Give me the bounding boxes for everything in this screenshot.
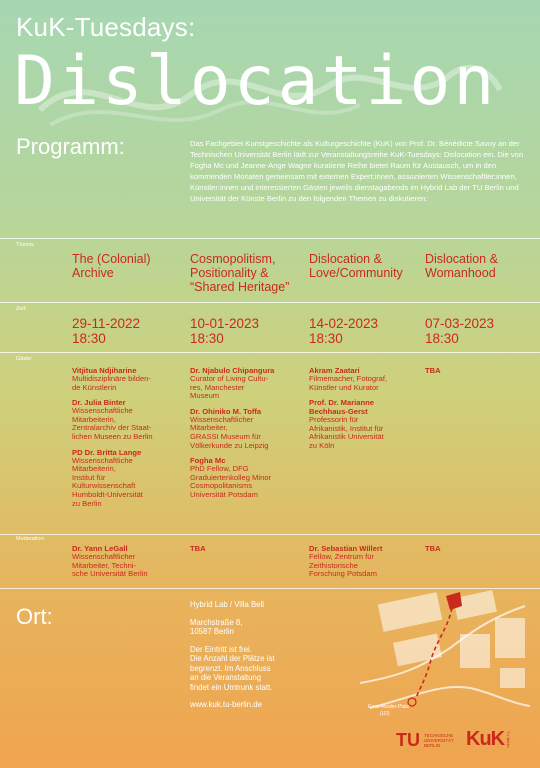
date-3: 14-02-2023 18:30 — [309, 316, 379, 346]
website-link[interactable]: www.kuk.tu-berlin.de — [190, 700, 262, 709]
date-2: 10-01-2023 18:30 — [190, 316, 260, 346]
guests-2: Dr. Njabulo Chipangura Curator of Living Cultu- res, Manchester Museum Dr. Ohiniko M. Toffa Wissenschaftlicher Mitarbeiter, GRASSI Museum für Völkerkunde zu Leipzig Fogha Mc PhD Fellow, DFG Graduiertenkolleg Minor Cosmopolitanisms Universität Potsdam — [190, 366, 275, 499]
location-map — [360, 588, 530, 723]
theme-3: Dislocation & Love/Community — [309, 252, 403, 280]
map-label: Ernst-Reuter-Platz — [368, 704, 410, 710]
series-title: KuK-Tuesdays: — [16, 12, 196, 42]
divider — [0, 302, 540, 303]
date-1: 29-11-2022 18:30 — [72, 316, 141, 346]
map-label: (U2) — [380, 711, 390, 717]
theme-4: Dislocation & Womanhood — [425, 252, 498, 280]
divider — [0, 534, 540, 535]
venue-address: Marchstraße 8, 10587 Berlin — [190, 617, 243, 636]
divider — [0, 238, 540, 239]
moderator-3: Dr. Sebastian Willert Fellow, Zentrum für Zeithistorische Forschung Potsdam — [309, 544, 383, 579]
ort-label: Ort: — [16, 604, 53, 629]
divider — [0, 352, 540, 353]
tu-berlin-logo: TU TECHNISCHE UNIVERSITÄT BERLIN — [396, 730, 454, 750]
guests-4: TBA — [425, 366, 441, 375]
row-label-zeit: Zeit: — [16, 306, 27, 312]
row-label-gaeste: Gäste: — [16, 356, 33, 362]
moderator-4: TBA — [425, 544, 441, 553]
kuk-logo: KuK TU Berlin — [466, 728, 512, 750]
tu-logo-mark: TU — [396, 730, 420, 750]
venue-note: Der Eintritt ist frei. Die Anzahl der Plätze ist begrenzt. Im Anschluss an die Veranstaltung findet ein Umtrunk statt. — [190, 644, 275, 692]
row-label-moderation: Moderation: — [16, 536, 46, 542]
venue-info — [190, 600, 315, 718]
row-label-thema: Thema: — [16, 242, 35, 248]
theme-1: The (Colonial) Archive — [72, 252, 151, 280]
programm-label: Programm: — [16, 134, 125, 159]
theme-2: Cosmopolitism, Positionality & “Shared Heritage” — [190, 252, 290, 294]
guests-1: Vitjitua Ndjiharine Multidisziplinäre bilden- de Künstlerin Dr. Julia Binter Wissenschaftliche Mitarbeiterin, Zentralarchiv der Staat- lichen Museen zu Berlin PD Dr. Britta Lange Wissenschaftliche Mitarbeiterin, Institut für Kulturwissenschaft Humboldt-Universität zu Berlin — [72, 366, 153, 508]
venue-name: Hybrid Lab / Villa Bell — [190, 600, 264, 609]
intro-text: Das Fachgebiet Kunstgeschichte als Kulturgeschichte (KuK) von Prof. Dr. Bénédicte Savoy an der Technischen Universität Berlin lädt zur Veranstaltungsreihe KuK-Tuesdays: Dislocation ein. Die von Fogha Mc und Jeanne-Ange Wagne kuratierte Reihe bietet Raum für Austausch, um in den kommenden Monaten gemeinsam mit externen Expert:innen, assoziierten Wissenschaftler:innen, Künstler:innen und interessierten Gästen jeweils dienstagabends im Hybrid Lab der TU Berlin und Universität der Künste Berlin zu den folgenden Themen zu diskutieren: — [190, 139, 524, 203]
moderator-2: TBA — [190, 544, 206, 553]
moderator-1: Dr. Yann LeGall Wissenschaftlicher Mitarbeiter, Techni- sche Universität Berlin — [72, 544, 148, 579]
date-4: 07-03-2023 18:30 — [425, 316, 495, 346]
guests-3: Akram Zaatari Filmemacher, Fotograf, Künstler und Kurator Prof. Dr. Marianne Bechhaus-Gerst Professorin für Afrikanistik, Institut für Afrikanistik Universität zu Köln — [309, 366, 388, 450]
main-title: Dislocation — [14, 42, 498, 121]
